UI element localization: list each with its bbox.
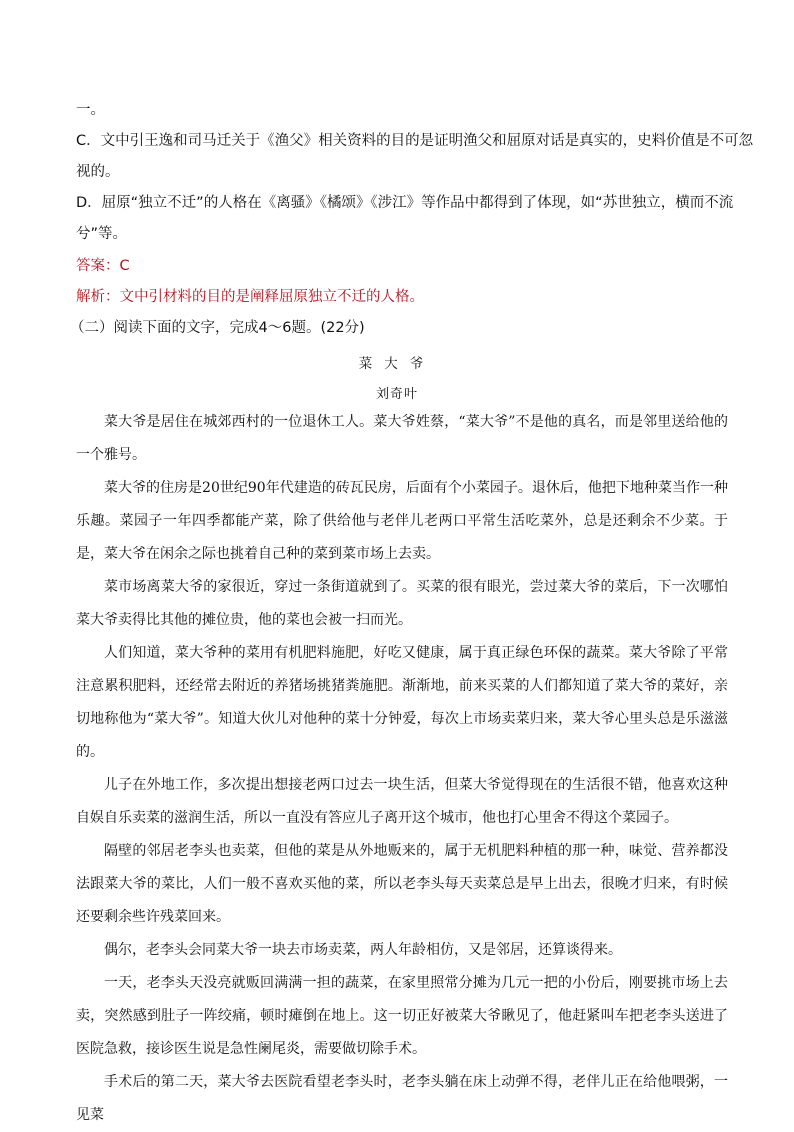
option-d-line-1: D．屈原“独立不迁”的人格在《离骚》《橘颂》《涉江》等作品中都得到了体现，如“苏世独立，横而不流 [76,195,734,211]
prev-option-tail: 一。 [76,102,105,118]
story-paragraph: 偶尔，老李头会同菜大爷一块去市场卖菜，两人年龄相仿，又是邻居，还算谈得来。 [104,942,622,958]
story-body [76,406,728,1132]
story-paragraph: 菜市场离菜大爷的家很近，穿过一条街道就到了。买菜的很有眼光，尝过菜大爷的菜后，下一次哪怕菜大爷卖得比其他的摊位贵，他的菜也会被一扫而光。 [76,579,728,628]
story-paragraph: 儿子在外地工作，多次提出想接老两口过去一块生活，但菜大爷觉得现在的生活很不错，他喜欢这种自娱自乐卖菜的滋润生活，所以一直没有答应儿子离开这个城市，他也打心里舍不得这个菜园子。 [76,777,728,826]
story-paragraph: 一天，老李头天没亮就贩回满满一担的蔬菜，在家里照常分摊为几元一把的小份后，刚要挑市场上去卖，突然感到肚子一阵绞痛，顿时瘫倒在地上。这一切正好被菜大爷瞅见了，他赶紧叫车把老李头送进了医院急救，接诊医生说是急性阑尾炎，需要做切除手术。 [76,975,728,1057]
story-paragraph: 人们知道，菜大爷种的菜用有机肥料施肥，好吃又健康，属于真正绿色环保的蔬菜。菜大爷除了平常注意累积肥料，还经常去附近的养猪场挑猪粪施肥。渐渐地，前来买菜的人们都知道了菜大爷的菜好，亲切地称他为“菜大爷”。知道大伙儿对他种的菜十分钟爱，每次上市场卖菜归来，菜大爷心里头总是乐滋滋的。 [76,645,728,760]
story-paragraph: 菜大爷是居住在城郊西村的一位退休工人。菜大爷姓蔡，“菜大爷”不是他的真名，而是邻里送给他的一个雅号。 [76,414,728,463]
story-author: 刘奇叶 [375,387,418,402]
story-title: 菜大爷 [358,356,436,372]
section-heading: （二）阅读下面的文字，完成4～6题。(22分) [70,320,365,336]
answer-line: 答案：C [76,258,130,274]
story-paragraph: 隔壁的邻居老李头也卖菜，但他的菜是从外地贩来的，属于无机肥料种植的那一种，味觉、营养都没法跟菜大爷的菜比，人们一般不喜欢买他的菜，所以老李头每天卖菜总是早上出去，很晚才归来，有时候还要剩余些许残菜回来。 [76,843,728,925]
story-paragraph: 菜大爷的住房是20世纪90年代建造的砖瓦民房，后面有个小菜园子。退休后，他把下地种菜当作一种乐趣。菜园子一年四季都能产菜，除了供给他与老伴儿老两口平常生活吃菜外，总是还剩余不少菜。于是，菜大爷在闲余之际也挑着自己种的菜到菜市场上去卖。 [76,480,728,562]
story-paragraph: 手术后的第二天，菜大爷去医院看望老李头时，老李头躺在床上动弹不得，老伴儿正在给他喂粥，一见菜 [76,1074,728,1123]
analysis-line: 解析：文中引材料的目的是阐释屈原独立不迁的人格。 [76,289,424,305]
option-d-line-2: 兮”等。 [76,226,128,242]
option-c-line-2: 视的。 [76,164,120,180]
option-c-line-1: C．文中引王逸和司马迁关于《渔父》相关资料的目的是证明渔父和屈原对话是真实的，史料价值是不可忽 [76,133,754,149]
